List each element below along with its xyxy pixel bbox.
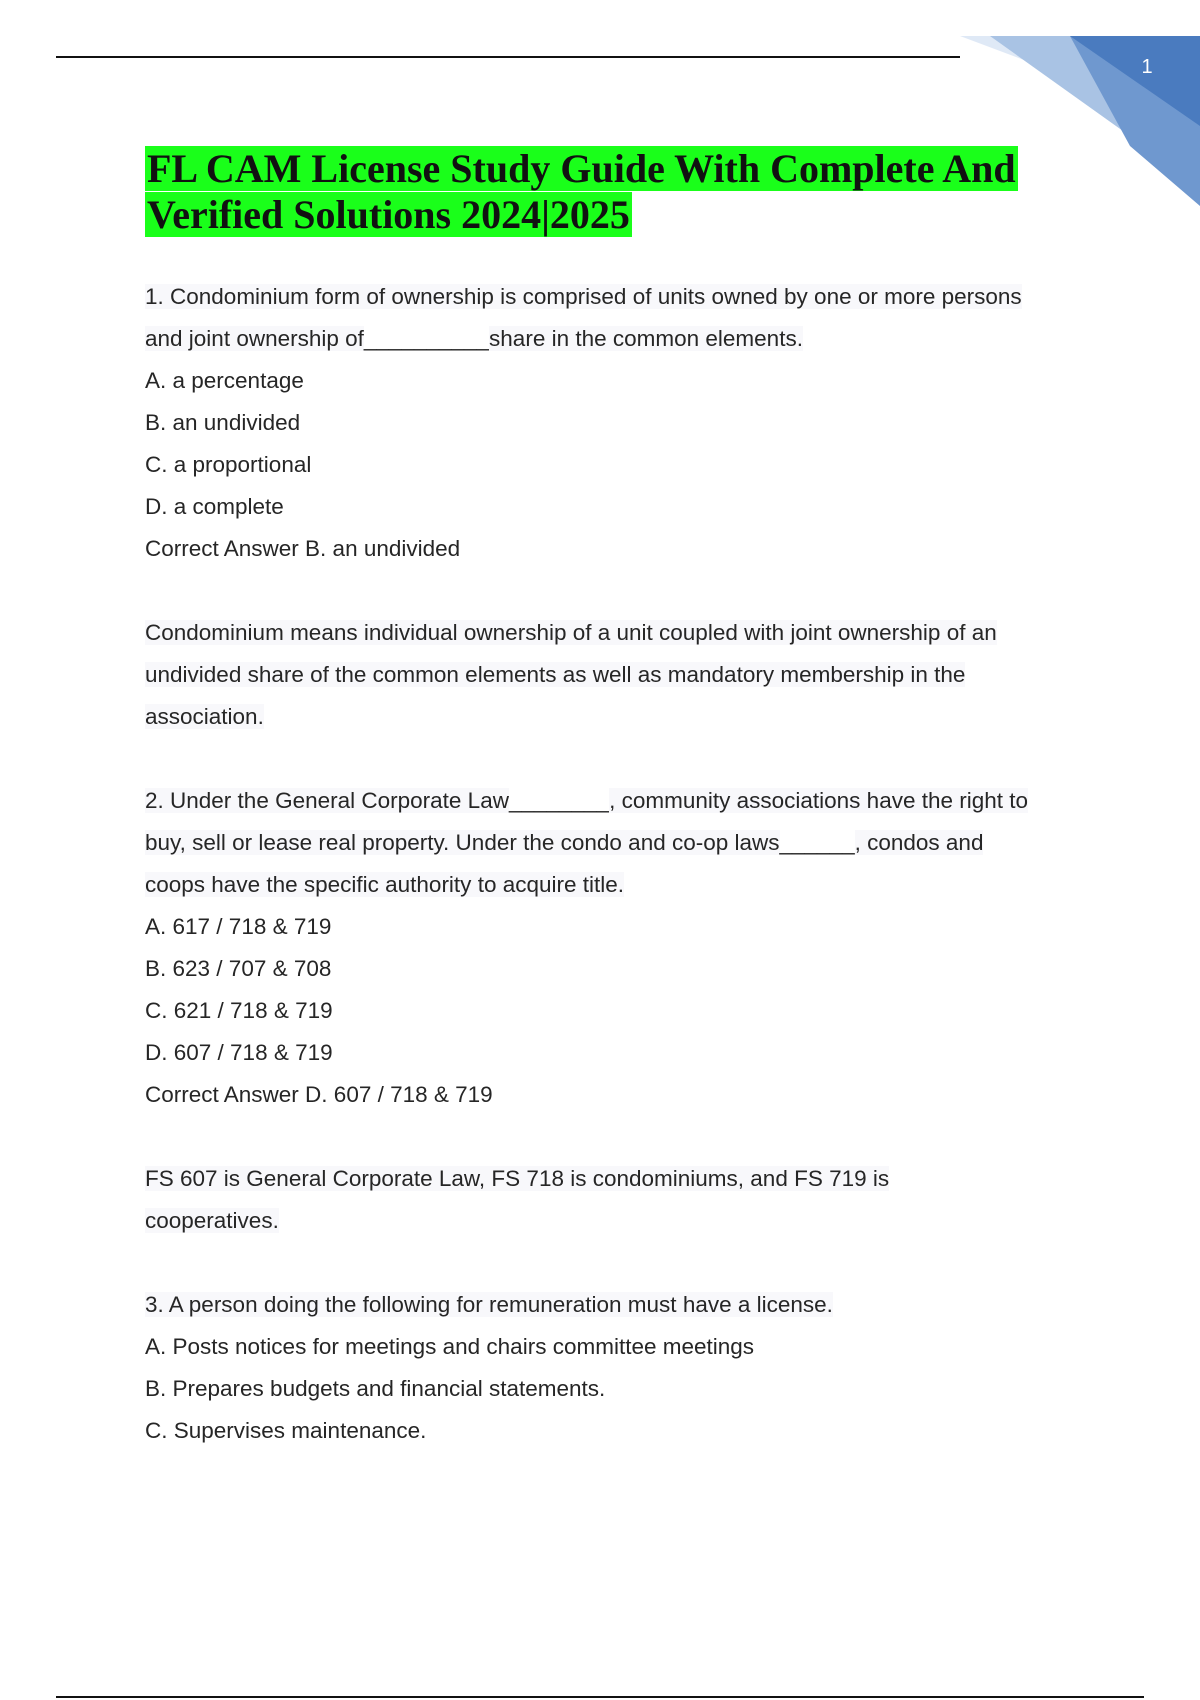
header-rule xyxy=(56,56,960,58)
option-c: C. 621 / 718 & 719 xyxy=(145,998,333,1023)
correct-answer: Correct Answer D. 607 / 718 & 719 xyxy=(145,1082,493,1107)
option-b: B. an undivided xyxy=(145,410,301,435)
option-a: A. a percentage xyxy=(145,368,304,393)
explanation-line: undivided share of the common elements as well as mandatory membership in the xyxy=(145,662,966,687)
question-stem: 3. A person doing the following for remuneration must have a license. xyxy=(145,1292,833,1317)
question-1 xyxy=(145,276,1105,738)
question-stem: 1. Condominium form of ownership is comprised of units owned by one or more persons xyxy=(145,284,1022,309)
option-b: B. 623 / 707 & 708 xyxy=(145,956,332,981)
option-a: A. 617 / 718 & 719 xyxy=(145,914,332,939)
title-line-1: FL CAM License Study Guide With Complete And xyxy=(147,146,1016,191)
explanation-line: FS 607 is General Corporate Law, FS 718 is condominiums, and FS 719 is xyxy=(145,1166,890,1191)
document-body xyxy=(145,276,1105,1452)
question-stem: 2. Under the General Corporate Law xyxy=(145,788,509,813)
footer-rule xyxy=(56,1696,1144,1698)
title-line-2: Verified Solutions 2024|2025 xyxy=(147,192,630,237)
answer-blank: ________ xyxy=(508,788,610,813)
option-a: A. Posts notices for meetings and chairs committee meetings xyxy=(145,1334,755,1359)
answer-blank: ______ xyxy=(779,830,855,855)
answer-blank: __________ xyxy=(363,326,490,351)
explanation-line: Condominium means individual ownership of a unit coupled with joint ownership of an xyxy=(145,620,997,645)
question-stem: , community associations have the right to xyxy=(609,788,1029,813)
option-d: D. a complete xyxy=(145,494,284,519)
option-c: C. Supervises maintenance. xyxy=(145,1418,427,1443)
question-stem: coops have the specific authority to acquire title. xyxy=(145,872,625,897)
question-3 xyxy=(145,1284,1105,1452)
question-stem: share in the common elements. xyxy=(489,326,803,351)
document-title xyxy=(145,146,1045,238)
question-stem: and joint ownership of xyxy=(145,326,364,351)
question-stem: , condos and xyxy=(854,830,984,855)
page-number: 1 xyxy=(1141,56,1153,78)
option-d: D. 607 / 718 & 719 xyxy=(145,1040,333,1065)
explanation-line: association. xyxy=(145,704,264,729)
explanation-line: cooperatives. xyxy=(145,1208,279,1233)
option-c: C. a proportional xyxy=(145,452,312,477)
question-2 xyxy=(145,780,1105,1242)
question-stem: buy, sell or lease real property. Under the condo and co-op laws xyxy=(145,830,780,855)
option-b: B. Prepares budgets and financial statements. xyxy=(145,1376,606,1401)
correct-answer: Correct Answer B. an undivided xyxy=(145,536,461,561)
